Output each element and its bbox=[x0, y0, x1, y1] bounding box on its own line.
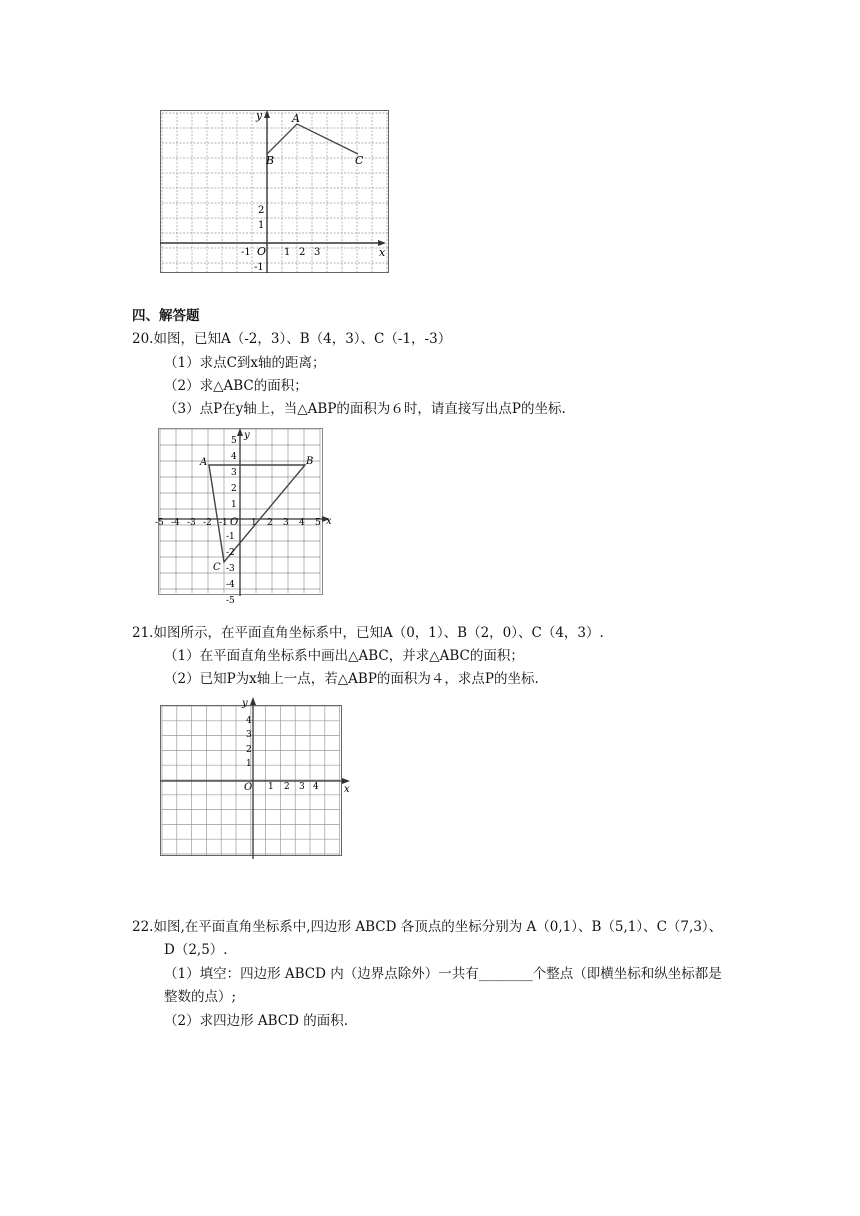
x-tick-label: 4 bbox=[313, 782, 319, 792]
x-tick-label: 2 bbox=[299, 247, 306, 258]
origin-label: O bbox=[257, 245, 267, 258]
q22-part-1-line-2: 整数的点）; bbox=[164, 989, 237, 1005]
y-tick-label: 4 bbox=[246, 716, 252, 726]
x-tick-label: -1 bbox=[241, 247, 251, 258]
axis-label-y: y bbox=[256, 109, 263, 122]
q22-part-1-line-1: （1）填空：四边形 ABCD 内（边界点除外）一共有________个整点（即横坐标和纵坐标都是 bbox=[164, 966, 722, 982]
axis-label-y: y bbox=[242, 698, 248, 709]
point-label-c: C bbox=[355, 154, 364, 167]
x-tick-label: 1 bbox=[284, 247, 291, 258]
y-tick-label: 2 bbox=[258, 205, 265, 216]
y-tick-label: -3 bbox=[226, 564, 235, 574]
axis-label-y: y bbox=[244, 430, 250, 441]
grid-lines bbox=[162, 113, 388, 273]
y-tick-label: 1 bbox=[246, 759, 252, 769]
section-title: 四、解答题 bbox=[132, 308, 200, 324]
q20-coordinate-figure bbox=[155, 428, 334, 606]
axis-label-x: x bbox=[326, 516, 332, 527]
q22-stem-line-1: 22.如图,在平面直角坐标系中,四边形 ABCD 各顶点的坐标分别为 A（0,1）、B（5,1）、C（7,3）、 bbox=[132, 919, 723, 935]
y-tick-label: 4 bbox=[231, 452, 237, 462]
point-label-b: B bbox=[306, 456, 314, 467]
y-tick-label: 3 bbox=[231, 468, 237, 478]
x-tick-label: 3 bbox=[314, 247, 321, 258]
x-tick-label: -1 bbox=[219, 518, 228, 528]
x-tick-label: -5 bbox=[155, 518, 164, 528]
y-tick-label: 2 bbox=[246, 745, 252, 755]
y-axis-arrow bbox=[264, 110, 270, 118]
q21-stem: 21.如图所示，在平面直角坐标系中，已知A（0，1）、B（2，0）、C（4，3）. bbox=[132, 625, 604, 641]
q20-part-2: （2）求△ABC的面积； bbox=[164, 378, 308, 394]
x-tick-label: -3 bbox=[187, 518, 196, 528]
q20-stem: 20.如图，已知A（-2，3）、B（4，3）、C（-1，-3） bbox=[132, 331, 452, 347]
q21-coordinate-figure bbox=[160, 697, 356, 859]
axis-label-x: x bbox=[344, 784, 350, 795]
y-tick-label: 1 bbox=[231, 500, 237, 510]
point-label-a: A bbox=[292, 112, 300, 125]
y-axis-arrow bbox=[250, 697, 256, 705]
y-tick-label: -4 bbox=[226, 580, 235, 590]
x-tick-label: 1 bbox=[251, 518, 257, 528]
point-label-c: C bbox=[213, 562, 221, 573]
top-coordinate-figure bbox=[160, 110, 390, 274]
x-tick-label: 1 bbox=[268, 782, 274, 792]
x-tick-label: 3 bbox=[299, 782, 305, 792]
y-tick-label: -2 bbox=[226, 548, 235, 558]
x-tick-label: 2 bbox=[284, 782, 290, 792]
q22-stem-line-2: D（2,5）. bbox=[164, 942, 228, 958]
point-label-b: B bbox=[266, 154, 275, 167]
origin-label: O bbox=[244, 782, 253, 793]
x-tick-label: -2 bbox=[203, 518, 212, 528]
q22-part-2: （2）求四边形 ABCD 的面积. bbox=[164, 1013, 349, 1029]
axis-label-x: x bbox=[379, 246, 386, 259]
y-tick-label: 2 bbox=[231, 484, 237, 494]
y-tick-label: -1 bbox=[226, 532, 235, 542]
point-label-a: A bbox=[200, 457, 208, 468]
x-tick-label: -4 bbox=[171, 518, 180, 528]
y-tick-label: 3 bbox=[246, 730, 252, 740]
y-tick-label: -1 bbox=[254, 262, 264, 273]
y-tick-label: 1 bbox=[258, 220, 265, 231]
q21-part-2: （2）已知P为x轴上一点，若△ABP的面积为４，求点P的坐标. bbox=[164, 671, 539, 687]
q20-part-3: （3）点P在y轴上，当△ABP的面积为６时，请直接写出点P的坐标. bbox=[164, 401, 566, 417]
x-tick-label: 3 bbox=[283, 518, 289, 528]
triangle-abc bbox=[267, 124, 358, 154]
x-tick-label: 2 bbox=[267, 518, 273, 528]
q20-part-1: （1）求点C到x轴的距离； bbox=[164, 355, 326, 371]
origin-label: O bbox=[230, 517, 239, 528]
q21-part-1: （1）在平面直角坐标系中画出△ABC，并求△ABC的面积； bbox=[164, 648, 524, 664]
x-tick-label: 4 bbox=[299, 518, 305, 528]
x-tick-label: 5 bbox=[315, 518, 321, 528]
y-tick-label: 5 bbox=[231, 436, 237, 446]
y-tick-label: -5 bbox=[226, 596, 235, 606]
